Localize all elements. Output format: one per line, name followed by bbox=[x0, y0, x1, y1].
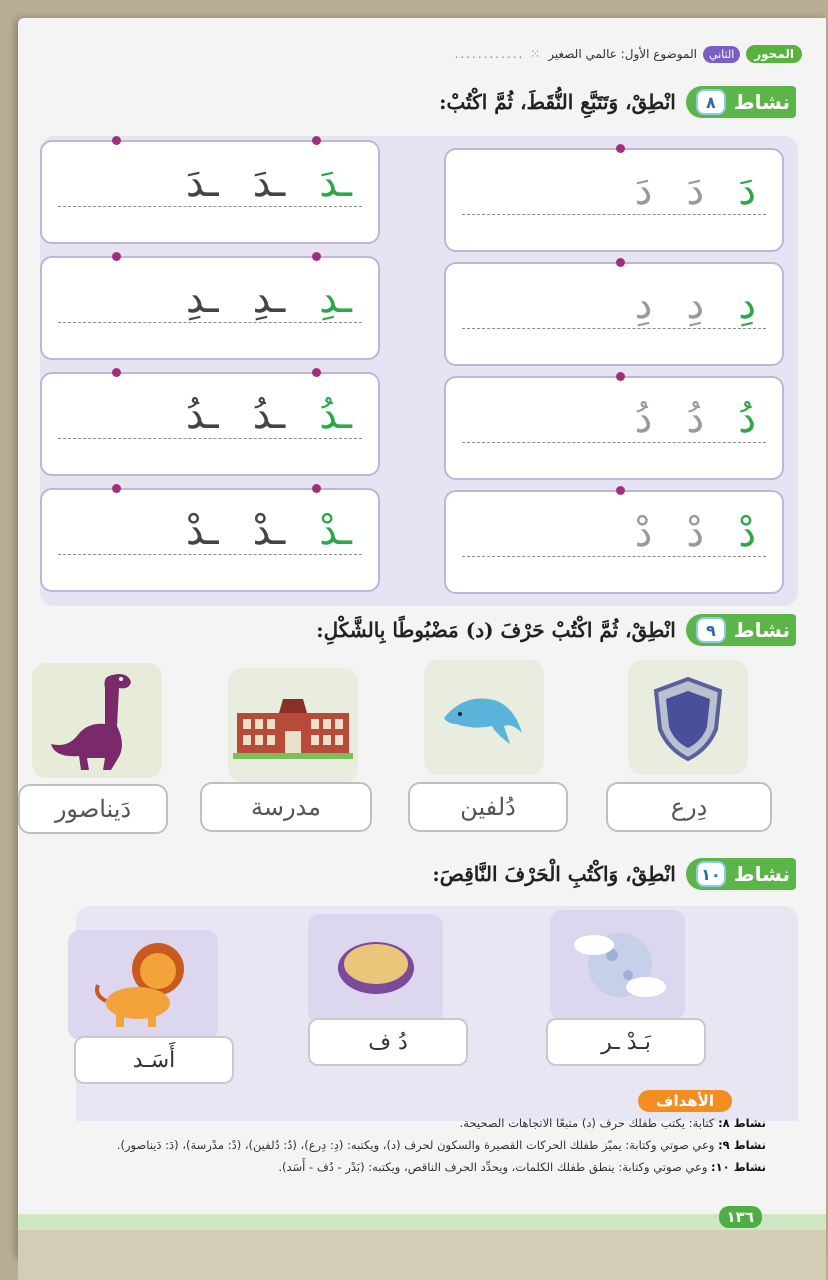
moon-clouds-icon bbox=[550, 910, 685, 1020]
dotted-divider: ⁙ ............ bbox=[454, 47, 543, 61]
axis-number: الثاني bbox=[703, 46, 740, 63]
shield-icon bbox=[628, 660, 748, 775]
activity9-title: انْطِقْ، ثُمَّ اكْتُبْ حَرْفَ (د) مَضْبُوطًا بِالشَّكْلِ: bbox=[316, 618, 676, 642]
page-edge bbox=[18, 1230, 826, 1280]
goal-line: نشاط ٨: كتابة: يكتب طفلك حرف (د) متبعًا الاتجاهات الصحيحة. bbox=[459, 1116, 766, 1130]
axis-label: المحور bbox=[746, 45, 802, 63]
dinosaur-icon bbox=[32, 663, 162, 778]
answer-box-lion[interactable]: أَسَـد bbox=[74, 1036, 234, 1084]
workbook-page bbox=[18, 18, 826, 1258]
answer-box-dinosaur[interactable]: دَيناصور bbox=[18, 784, 168, 834]
activity8-badge: نشاط ٨ bbox=[686, 86, 796, 118]
answer-box-shield[interactable]: دِرع bbox=[606, 782, 772, 832]
trace-card-fatha[interactable]: دَ دَ دَ bbox=[444, 148, 784, 252]
dolphin-icon bbox=[424, 660, 544, 775]
trace-card-kasra[interactable]: دِ دِ دِ bbox=[444, 262, 784, 366]
answer-box-dolphin[interactable]: دُلفين bbox=[408, 782, 568, 832]
activity10-header bbox=[432, 858, 796, 890]
activity8-trace-area bbox=[40, 136, 798, 606]
trace-card-sukun[interactable]: دْ دْ دْ bbox=[444, 490, 784, 594]
goal-line: نشاط ١٠: وعي صوتي وكتابة: ينطق طفلك الكلمات، ويحدِّد الحرف الناقص، ويكتبه: (بَدْر - دُف - أَسَد). bbox=[278, 1160, 766, 1174]
activity9-badge: نشاط ٩ bbox=[686, 614, 796, 646]
activity8-header bbox=[439, 86, 796, 118]
activity10-badge: نشاط ١٠ bbox=[686, 858, 796, 890]
activity10-title: انْطِقْ، وَاكْتُبِ الْحَرْفَ النَّاقِصَ: bbox=[432, 862, 676, 886]
trace-card-mid-kasra[interactable]: ـدِ ـدِ ـدِ bbox=[40, 256, 380, 360]
goals-text bbox=[38, 1112, 766, 1178]
activity8-title: انْطِقْ، وَتَتَبَّعِ النُّقَطَ، ثُمَّ اكْتُبْ: bbox=[439, 90, 676, 114]
page-number: ١٣٦ bbox=[719, 1206, 762, 1228]
trace-card-mid-fatha[interactable]: ـدَ ـدَ ـدَ bbox=[40, 140, 380, 244]
activity9-header bbox=[316, 614, 796, 646]
school-building-icon bbox=[228, 668, 358, 783]
tambourine-icon bbox=[308, 914, 443, 1024]
topic-title: الموضوع الأول: عالمي الصغير bbox=[548, 47, 697, 61]
trace-card-mid-sukun[interactable]: ـدْ ـدْ ـدْ bbox=[40, 488, 380, 592]
trace-card-mid-damma[interactable]: ـدُ ـدُ ـدُ bbox=[40, 372, 380, 476]
goal-line: نشاط ٩: وعي صوتي وكتابة: يميّز طفلك الحركات القصيرة والسكون لحرف (د)، ويكتبه: (دِ: دِرع)، (دُ: دُلفين)، (دْ: مدْرسة)، (دَ: دَيناصور). bbox=[116, 1138, 766, 1152]
breadcrumb bbox=[455, 42, 802, 66]
answer-box-moon[interactable]: بَـدْ ـر bbox=[546, 1018, 706, 1066]
trace-card-damma[interactable]: دُ دُ دُ bbox=[444, 376, 784, 480]
answer-box-school[interactable]: مدرسة bbox=[200, 782, 372, 832]
answer-box-tambourine[interactable]: دُ ف bbox=[308, 1018, 468, 1066]
goals-title: الأهداف bbox=[638, 1090, 732, 1112]
lion-icon bbox=[68, 930, 218, 1040]
